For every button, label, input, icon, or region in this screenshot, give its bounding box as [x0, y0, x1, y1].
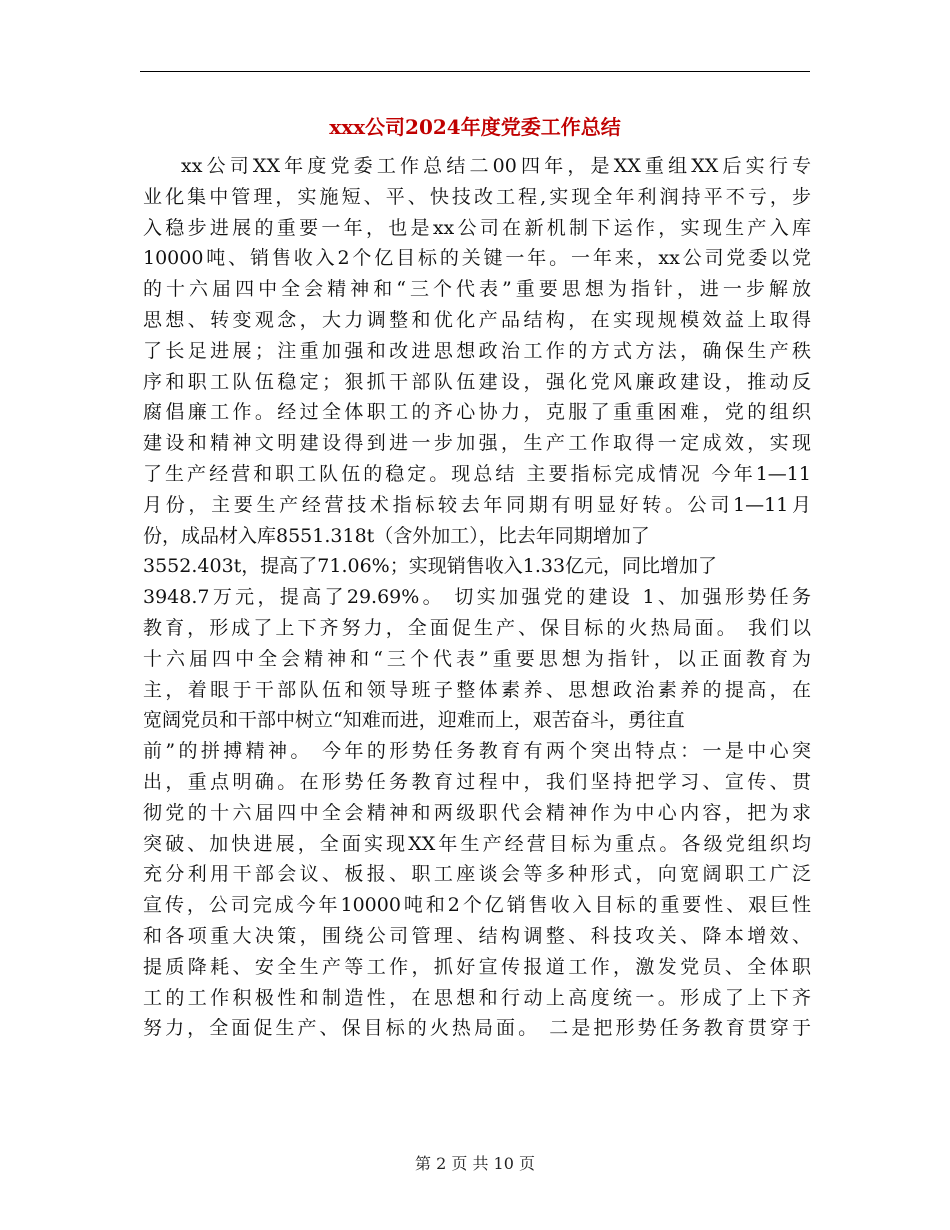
body-line: 教育，形成了上下齐努力，全面促生产、保目标的火热局面。 我们以 — [143, 616, 811, 639]
body-line: 宣传，公司完成今年10000吨和2个亿销售收入目标的重要性、艰巨性 — [143, 894, 811, 917]
body-line: 思想、转变观念，大力调整和优化产品结构，在实现规模效益上取得 — [143, 308, 811, 331]
body-line: 的十六届四中全会精神和“三个代表”重要思想为指针，进一步解放 — [143, 278, 811, 301]
body-line: 十六届四中全会精神和“三个代表”重要思想为指针，以正面教育为 — [143, 647, 811, 670]
body-line: 月份，主要生产经营技术指标较去年同期有明显好转。公司1—11月 — [143, 493, 811, 516]
body-line: 份，成品材入库8551.318t（含外加工），比去年同期增加了 — [143, 524, 650, 547]
body-line: xx公司XX年度党委工作总结二00四年，是XX重组XX后实行专 — [181, 155, 811, 177]
body-line: 前”的拼搏精神。 今年的形势任务教育有两个突出特点：一是中心突 — [143, 740, 811, 763]
body-line: 3552.403t，提高了71.06%；实现销售收入1.33亿元，同比增加了 — [143, 555, 718, 578]
body-line: 入稳步进展的重要一年，也是xx公司在新机制下运作，实现生产入库 — [143, 216, 811, 239]
body-line: 腐倡廉工作。经过全体职工的齐心协力，克服了重重困难，党的组织 — [143, 401, 811, 424]
body-line: 工的工作积极性和制造性，在思想和行动上高度统一。形成了上下齐 — [143, 986, 811, 1009]
body-line: 序和职工队伍稳定；狠抓干部队伍建设，强化党风廉政建设，推动反 — [143, 370, 811, 393]
body-line: 了长足进展；注重加强和改进思想政治工作的方式方法，确保生产秩 — [143, 339, 811, 362]
body-line: 充分利用干部会议、板报、职工座谈会等多种形式，向宽阔职工广泛 — [143, 863, 811, 886]
body-line: 彻党的十六届四中全会精神和两级职代会精神作为中心内容，把为求 — [143, 801, 811, 824]
body-line: 业化集中管理，实施短、平、快技改工程,实现全年利润持平不亏，步 — [143, 185, 811, 208]
body-line: 主，着眼于干部队伍和领导班子整体素养、思想政治素养的提高，在 — [143, 678, 811, 701]
body-line: 努力，全面促生产、保目标的火热局面。 二是把形势任务教育贯穿于 — [143, 1017, 811, 1040]
body-line: 了生产经营和职工队伍的稳定。现总结 主要指标完成情况 今年1—11 — [143, 462, 811, 485]
page-number: 第 2 页 共 10 页 — [415, 1154, 535, 1173]
header-rule — [140, 71, 810, 72]
document-body — [143, 151, 811, 1044]
body-line: 和各项重大决策，围绕公司管理、结构调整、科技攻关、降本增效、 — [143, 924, 811, 947]
document-title: xxx公司2024年度党委工作总结 — [329, 115, 621, 139]
body-line: 出，重点明确。在形势任务教育过程中，我们坚持把学习、宣传、贯 — [143, 770, 811, 793]
body-line: 提质降耗、安全生产等工作，抓好宣传报道工作，激发党员、全体职 — [143, 955, 811, 978]
body-line: 建设和精神文明建设得到进一步加强，生产工作取得一定成效，实现 — [143, 432, 811, 455]
body-line: 10000吨、销售收入2个亿目标的关键一年。一年来，xx公司党委以党 — [143, 247, 811, 270]
body-line: 突破、加快进展，全面实现XX年生产经营目标为重点。各级党组织均 — [143, 832, 811, 855]
body-line: 宽阔党员和干部中树立“知难而进，迎难而上，艰苦奋斗，勇往直 — [143, 709, 685, 732]
body-line: 3948.7万元，提高了29.69%。 切实加强党的建设 1、加强形势任务 — [143, 586, 811, 609]
